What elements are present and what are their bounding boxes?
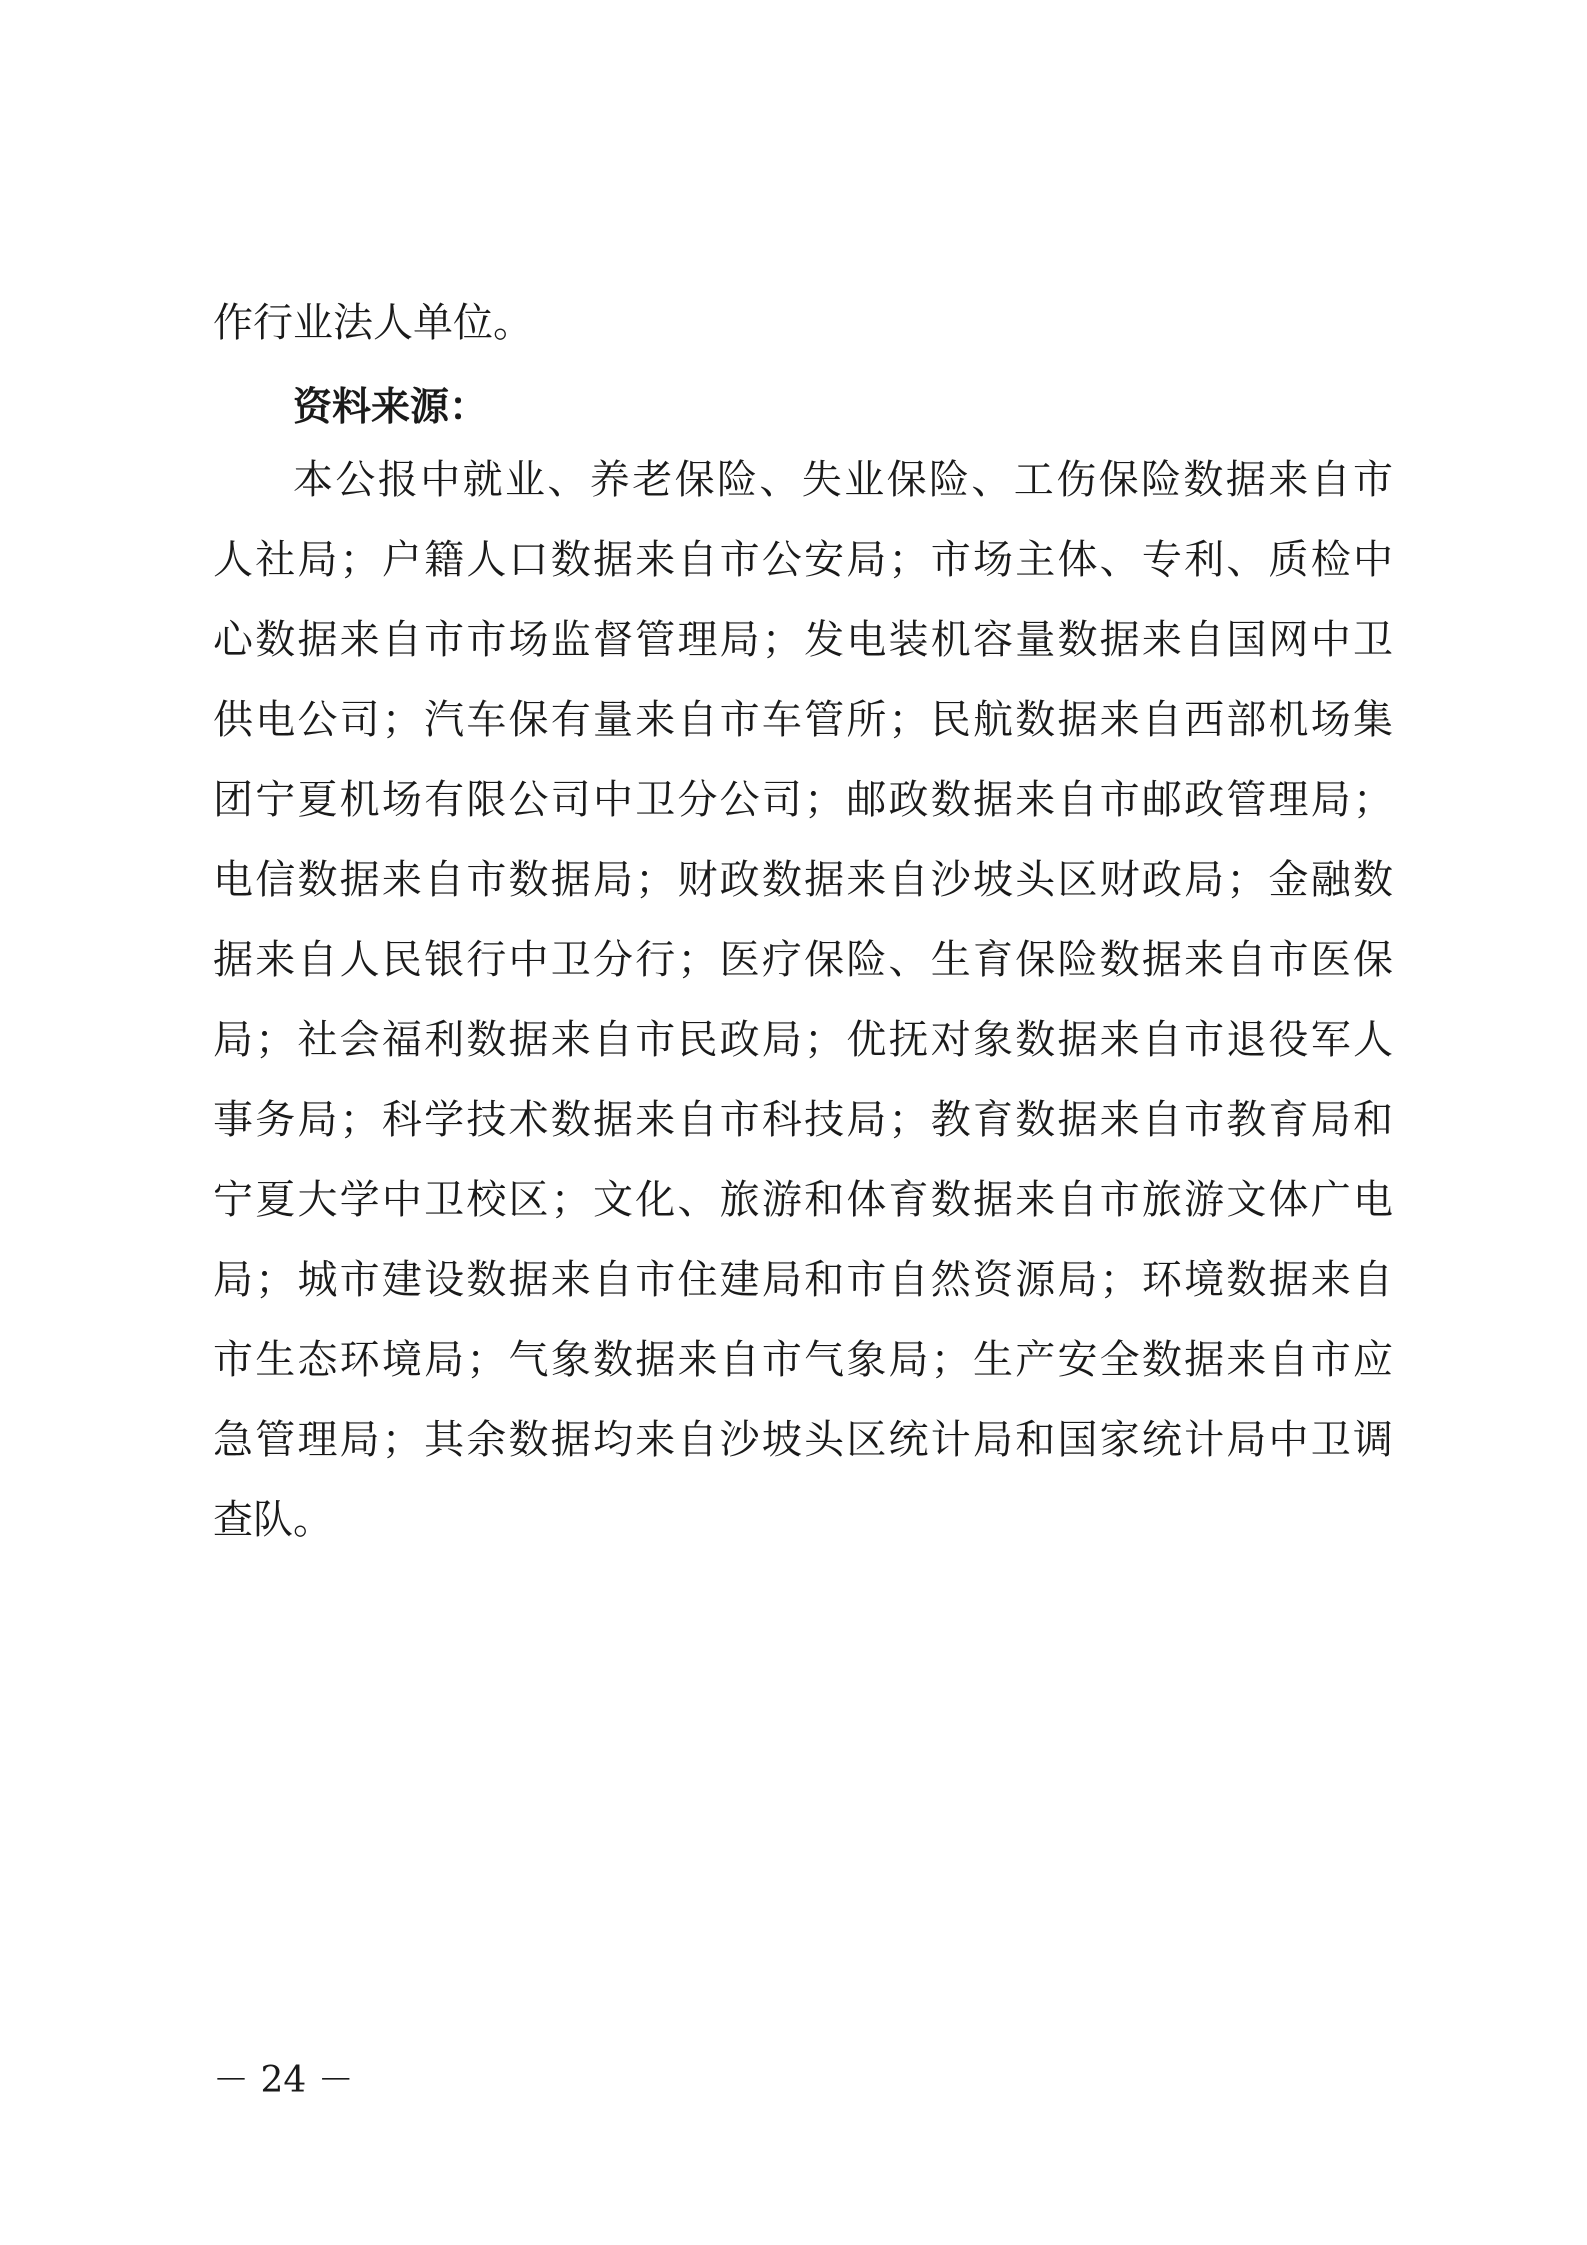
paragraph-line-7: 据来自人民银行中卫分行；医疗保险、生育保险数据来自市医保 bbox=[213, 937, 1393, 983]
paragraph-line-4: 供电公司；汽车保有量来自市车管所；民航数据来自西部机场集 bbox=[213, 697, 1393, 743]
paragraph-line-10: 宁夏大学中卫校区；文化、旅游和体育数据来自市旅游文体广电 bbox=[213, 1177, 1393, 1223]
paragraph-line-8: 局；社会福利数据来自市民政局；优抚对象数据来自市退役军人 bbox=[213, 1017, 1393, 1063]
paragraph-line-3: 心数据来自市市场监督管理局；发电装机容量数据来自国网中卫 bbox=[213, 617, 1393, 663]
paragraph-line-2: 人社局；户籍人口数据来自市公安局；市场主体、专利、质检中 bbox=[213, 537, 1393, 583]
paragraph-line-9: 事务局；科学技术数据来自市科技局；教育数据来自市教育局和 bbox=[213, 1097, 1393, 1143]
section-heading: 资料来源： bbox=[293, 385, 489, 430]
paragraph-line-12: 市生态环境局；气象数据来自市气象局；生产安全数据来自市应 bbox=[213, 1337, 1393, 1383]
paragraph-line-1: 本公报中就业、养老保险、失业保险、工伤保险数据来自市 bbox=[293, 457, 1393, 503]
page-number: － 24 － bbox=[213, 2060, 354, 2101]
paragraph-line-6: 电信数据来自市数据局；财政数据来自沙坡头区财政局；金融数 bbox=[213, 857, 1393, 903]
paragraph-line-5: 团宁夏机场有限公司中卫分公司；邮政数据来自市邮政管理局； bbox=[213, 777, 1393, 823]
continuation-text-line: 作行业法人单位。 bbox=[213, 300, 533, 346]
paragraph-line-14: 查队。 bbox=[213, 1497, 333, 1543]
paragraph-line-11: 局；城市建设数据来自市住建局和市自然资源局；环境数据来自 bbox=[213, 1257, 1393, 1303]
paragraph-line-13: 急管理局；其余数据均来自沙坡头区统计局和国家统计局中卫调 bbox=[213, 1417, 1393, 1463]
